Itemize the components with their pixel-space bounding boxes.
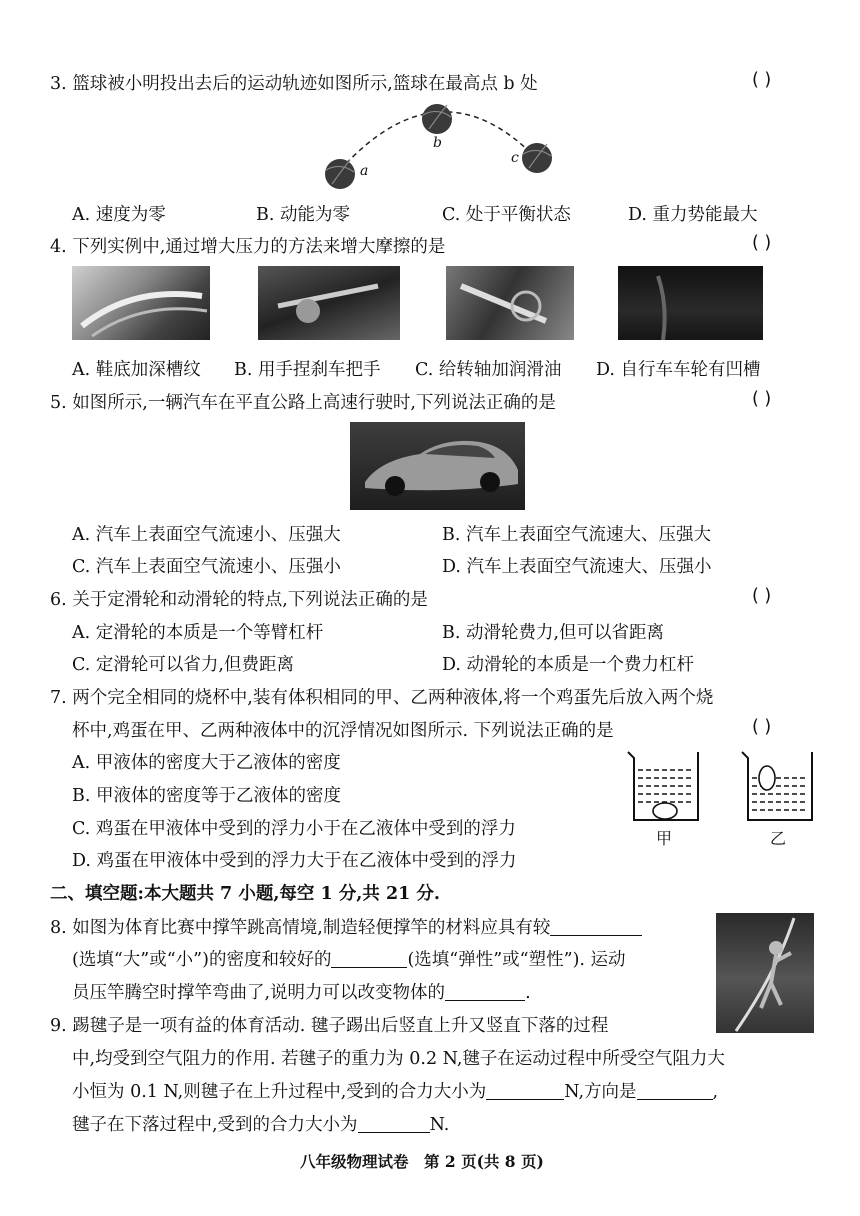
q8-line3: [72, 979, 531, 1004]
q9-line4a: 毽子在下落过程中,受到的合力大小为: [72, 1115, 358, 1135]
q9-blank-2: [637, 1080, 713, 1100]
q9-line4: [72, 1111, 449, 1136]
q8-line3a: 员压竿腾空时撑竿弯曲了,说明力可以改变物体的: [72, 983, 446, 1003]
q3-option-b: B. 动能为零: [256, 205, 350, 225]
q5-answer-paren: ( ): [752, 389, 772, 409]
q4-stem: 4. 下列实例中,通过增大压力的方法来增大摩擦的是: [50, 237, 446, 257]
q5-stem: 5. 如图所示,一辆汽车在平直公路上高速行驶时,下列说法正确的是: [50, 393, 556, 413]
q7-option-b: B. 甲液体的密度等于乙液体的密度: [72, 786, 341, 806]
beaker-yi-figure: [738, 748, 818, 824]
q3-option-d: D. 重力势能最大: [628, 205, 758, 225]
lubricate-axle-photo: [446, 266, 574, 340]
q5-option-d: D. 汽车上表面空气流速大、压强小: [442, 557, 712, 577]
pole-vault-photo: [716, 913, 814, 1033]
q3-option-c: C. 处于平衡状态: [442, 205, 571, 225]
q5-option-b: B. 汽车上表面空气流速大、压强大: [442, 525, 711, 545]
egg-floating-icon: [759, 766, 775, 790]
q6-option-c: C. 定滑轮可以省力,但费距离: [72, 655, 294, 675]
q3-stem: 3. 篮球被小明投出去后的运动轨迹如图所示,篮球在最高点 b 处: [50, 74, 538, 94]
q5-option-c: C. 汽车上表面空气流速小、压强小: [72, 557, 341, 577]
q9-line1: 9. 踢毽子是一项有益的体育活动. 毽子踢出后竖直上升又竖直下落的过程: [50, 1016, 609, 1036]
q7-option-d: D. 鸡蛋在甲液体中受到的浮力大于在乙液体中受到的浮力: [72, 851, 517, 871]
shoe-sole-photo: [72, 266, 210, 340]
q6-option-d: D. 动滑轮的本质是一个费力杠杆: [442, 655, 695, 675]
q5-option-a: A. 汽车上表面空气流速小、压强大: [72, 525, 341, 545]
egg-sunk-icon: [653, 803, 677, 819]
q8-line2: [72, 946, 626, 971]
beaker-jia-figure: [624, 748, 704, 824]
q6-option-b: B. 动滑轮费力,但可以省距离: [442, 623, 665, 643]
q8-blank-3: [445, 981, 525, 1001]
q8-line2b: (选填“弹性”或“塑性”). 运动: [407, 950, 626, 970]
q7-stem-line1: 7. 两个完全相同的烧杯中,装有体积相同的甲、乙两种液体,将一个鸡蛋先后放入两个烧: [50, 688, 714, 708]
bicycle-wheel-photo: [618, 266, 763, 340]
q9-blank-1: [486, 1080, 564, 1100]
q9-line3a: 小恒为 0.1 N,则毽子在上升过程中,受到的合力大小为: [72, 1082, 487, 1102]
q6-option-a: A. 定滑轮的本质是一个等臂杠杆: [72, 623, 324, 643]
label-a: a: [360, 163, 369, 179]
q9-line2: 中,均受到空气阻力的作用. 若毽子的重力为 0.2 N,毽子在运动过程中所受空气阻力大: [72, 1049, 725, 1069]
q6-stem: 6. 关于定滑轮和动滑轮的特点,下列说法正确的是: [50, 590, 428, 610]
q7-option-a: A. 甲液体的密度大于乙液体的密度: [72, 753, 341, 773]
q9-line4b: N.: [429, 1115, 450, 1135]
section-2-title: 二、填空题:本大题共 7 小题,每空 1 分,共 21 分.: [50, 884, 440, 904]
q9-blank-3: [358, 1113, 430, 1133]
q3-option-a: A. 速度为零: [72, 205, 166, 225]
label-b: b: [433, 135, 442, 151]
q4-option-b: B. 用手捏刹车把手: [234, 360, 381, 380]
q8-blank-1: [550, 916, 642, 936]
label-c: c: [511, 150, 519, 166]
q8-line2a: (选填“大”或“小”)的密度和较好的: [72, 950, 332, 970]
page-footer: 八年级物理试卷 第 2 页(共 8 页): [300, 1152, 544, 1171]
q9-line3b: N,方向是: [564, 1082, 637, 1102]
q8-line1-text: 8. 如图为体育比赛中撑竿跳高情境,制造轻便撑竿的材料应具有较: [50, 918, 551, 938]
q4-option-d: D. 自行车车轮有凹槽: [596, 360, 761, 380]
q7-answer-paren: ( ): [752, 717, 772, 737]
q4-answer-paren: ( ): [752, 233, 772, 253]
beaker-label-jia: 甲: [656, 829, 673, 848]
beaker-label-yi: 乙: [770, 829, 787, 848]
brake-handle-photo: [258, 266, 400, 340]
q8-line3b: .: [525, 983, 531, 1003]
q9-line3: [72, 1078, 718, 1103]
q8-blank-2: [331, 948, 407, 968]
q8-line1: [50, 914, 642, 939]
q4-option-c: C. 给转轴加润滑油: [415, 360, 562, 380]
q6-answer-paren: ( ): [752, 586, 772, 606]
car-photo: [350, 422, 525, 510]
q7-stem-line2: 杯中,鸡蛋在甲、乙两种液体中的沉浮情况如图所示. 下列说法正确的是: [72, 721, 614, 741]
q7-option-c: C. 鸡蛋在甲液体中受到的浮力小于在乙液体中受到的浮力: [72, 819, 516, 839]
q3-answer-paren: ( ): [752, 70, 772, 90]
q4-option-a: A. 鞋底加深槽纹: [72, 360, 201, 380]
q9-line3c: ,: [712, 1082, 719, 1102]
